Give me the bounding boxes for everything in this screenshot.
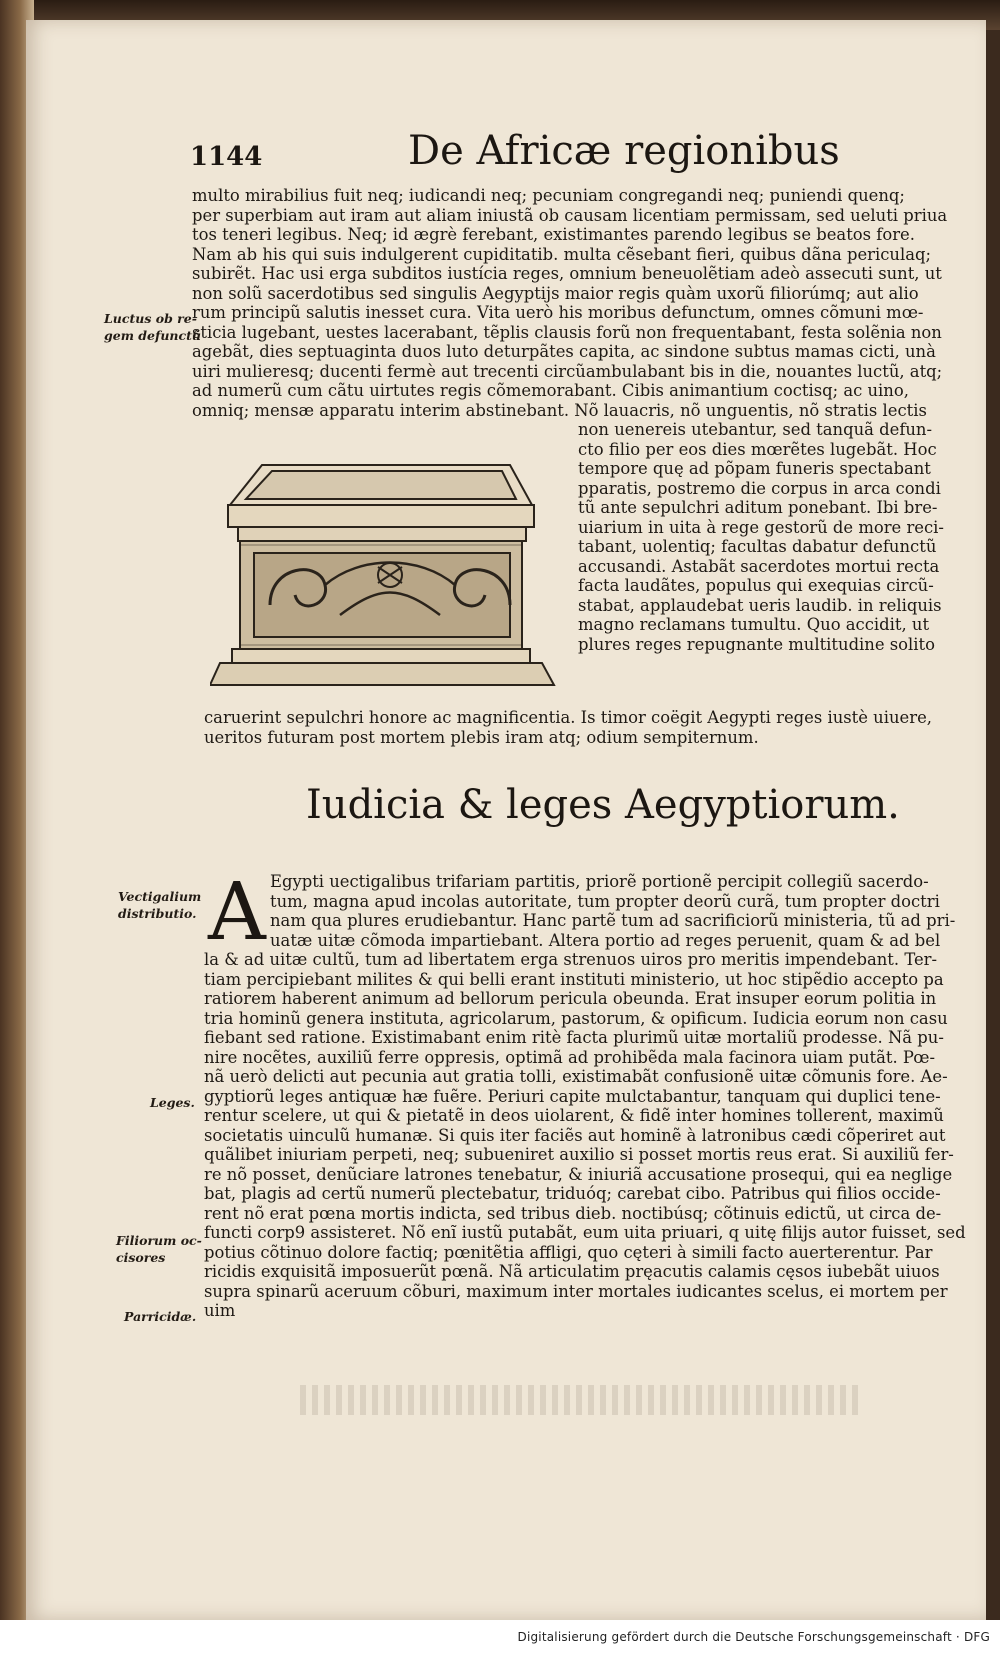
show-through-text bbox=[300, 1385, 860, 1415]
footer-bar bbox=[0, 1620, 1000, 1658]
text-line: accusandi. Astabãt sacerdotes mortui recta bbox=[578, 556, 940, 576]
text-line: ricidis exquisitã imposuerũt pœnã. Nã articulatim pręacutis calamis cęsos iubebãt uiuos bbox=[204, 1262, 940, 1281]
text-line: Parricidæ. bbox=[124, 1309, 197, 1324]
text-line: distributio. bbox=[118, 906, 197, 921]
text-line: re nõ posset, denũciare latrones tenebatur, & iniuriã accusatione prosequi, qui ea neglige bbox=[204, 1164, 953, 1184]
page-number: 1144 bbox=[190, 142, 263, 172]
text-line: ueritos futuram post mortem plebis iram atq; odium sempiternum. bbox=[204, 727, 759, 747]
drop-cap: A bbox=[208, 865, 266, 958]
text-line: rentur scelere, ut qui & pietatẽ in deos uiolarent, & fidẽ inter homines tollerent, maximũ bbox=[204, 1106, 944, 1125]
text-line: bat, plagis ad certũ numerũ plectebatur, triduóq; carebat cibo. Patribus qui filios occide- bbox=[204, 1184, 941, 1203]
text-line: uatæ uitæ cõmoda impartiebant. Altera portio ad reges peruenit, quam & ad bel bbox=[270, 930, 941, 950]
text-line: multo mirabilius fuit neq; iudicandi neq; pecuniam congregandi neq; puniendi quenq; bbox=[192, 186, 905, 205]
text-line: omniq; mensæ apparatu interim abstinebant. Nõ lauacris, nõ unguentis, nõ stratis lectis bbox=[192, 400, 927, 420]
margin-note-filiorum bbox=[116, 1232, 202, 1266]
text-line: cto filio per eos dies mœrẽtes lugebãt. Hoc bbox=[578, 439, 937, 459]
text-block-2 bbox=[578, 420, 944, 654]
text-line: caruerint sepulchri honore ac magnificentia. Is timor coëgit Aegypti reges iustè uiuere, bbox=[204, 708, 932, 727]
text-line: tum, magna apud incolas autoritate, tum propter deorũ curã, tum propter doctri bbox=[270, 891, 940, 911]
text-line: Filiorum oc- bbox=[116, 1233, 202, 1248]
text-line: agebãt, dies septuaginta duos luto deturpãtes capita, ac sindone subtus mamas cicti, unà bbox=[192, 342, 936, 361]
text-block-4 bbox=[204, 950, 966, 1321]
text-line: stabat, applaudebat ueris laudib. in reliquis bbox=[578, 595, 942, 615]
text-line: non solũ sacerdotibus sed singulis Aegyptijs maior regis quàm uxorũ filiorúmq; aut alio bbox=[192, 283, 919, 303]
text-line: per superbiam aut iram aut aliam iniustã ob causam licentiam permissam, sed ueluti priua bbox=[192, 205, 948, 225]
text-line: Nam ab his qui suis indulgerent cupiditatib. multa cẽsebant fieri, quibus dãna periculaq; bbox=[192, 244, 932, 264]
text-line: Egypti uectigalibus trifariam partitis, priorẽ portionẽ percipit collegiũ sacerdo- bbox=[270, 872, 929, 891]
footer-credit: Digitalisierung gefördert durch die Deutsche Forschungsgemeinschaft · DFG bbox=[517, 1630, 990, 1644]
text-block-3 bbox=[204, 708, 932, 747]
text-line: tũ ante sepulchri aditum ponebant. Ibi bre- bbox=[578, 498, 938, 517]
text-line: uim bbox=[204, 1301, 236, 1320]
text-line: tempore quę ad põpam funeris spectabant bbox=[578, 459, 931, 478]
sarcophagus-woodcut bbox=[210, 455, 570, 700]
margin-note-parricidae bbox=[124, 1308, 196, 1325]
text-line: Leges. bbox=[150, 1095, 195, 1110]
text-line: ad numerũ cum cãtu uirtutes regis cõmemorabant. Cibis animantium coctisq; ac uino, bbox=[192, 381, 909, 400]
text-line: gem defunctũ bbox=[104, 328, 201, 343]
text-block-4-indented bbox=[270, 872, 955, 950]
text-line: ratiorem haberent animum ad bellorum pericula obeunda. Erat insuper eorum politia in bbox=[204, 989, 937, 1008]
text-line: supra spinarũ aceruum cõburi, maximum inter mortales iudicantes scelus, ei mortem per bbox=[204, 1281, 948, 1301]
text-line: Luctus ob re- bbox=[104, 311, 197, 326]
text-line: facta laudãtes, populus qui exequias circũ- bbox=[578, 576, 934, 595]
text-line: pparatis, postremo die corpus in arca condi bbox=[578, 478, 941, 498]
text-line: sticia lugebant, uestes lacerabant, tẽplis clausis forũ non frequentabant, festa solẽnia non bbox=[192, 322, 942, 342]
text-line: rent nõ erat pœna mortis indicta, sed tribus dieb. noctibúsq; cõtinuis edictũ, ut circa de- bbox=[204, 1203, 942, 1223]
text-line: potius cõtinuo dolore factiq; pœnitẽtia affligi, quo cęteri à simili facto auerterentur. Par bbox=[204, 1242, 933, 1262]
running-title: De Africæ regionibus bbox=[408, 128, 840, 174]
text-line: tabant, uolentiq; facultas dabatur defunctũ bbox=[578, 537, 937, 556]
text-line: tos teneri legibus. Neq; id ægrè ferebant, existimantes parendo legibus se beatos fore. bbox=[192, 225, 915, 244]
text-line: magno reclamans tumultu. Quo accidit, ut bbox=[578, 615, 930, 634]
text-line: uiri mulieresq; ducenti fermè aut trecenti circũambulabant bis in die, nouantes luctũ, atq; bbox=[192, 361, 943, 381]
text-line: societatis uinculũ humanæ. Si quis iter faciẽs aut hominẽ à latronibus cædi cõperiret aut bbox=[204, 1125, 946, 1145]
text-line: functi corp9 assisteret. Nõ enĩ iustũ putabãt, eum uita priuari, q uitę filijs autor fuisset, sed bbox=[204, 1223, 966, 1242]
margin-note-luctus bbox=[104, 310, 201, 344]
margin-note-vectigalium bbox=[118, 888, 201, 922]
text-line: tria hominũ genera instituta, agricolarum, pastorum, & opificum. Iudicia eorum non casu bbox=[204, 1008, 948, 1028]
text-block-1 bbox=[192, 186, 947, 420]
text-line: rum principũ salutis inesset cura. Vita uerò his moribus defunctum, omnes cõmuni mœ- bbox=[192, 303, 924, 322]
text-line: tiam percipiebant milites & qui belli erant instituti ministerio, ut hoc stipẽdio accepto pa bbox=[204, 969, 944, 989]
text-line: uiarium in uita à rege gestorũ de more reci- bbox=[578, 517, 944, 537]
text-line: fiebant sed ratione. Existimabant enim ritè facta plurimũ uitæ mortaliũ prodesse. Nã pu- bbox=[204, 1028, 944, 1047]
text-line: gyptiorũ leges antiquæ hæ fuẽre. Periuri capite mulctabantur, tanquam qui duplici tene- bbox=[204, 1086, 941, 1106]
text-line: non uenereis utebantur, sed tanquã defun- bbox=[578, 420, 933, 439]
text-line: nam qua plures erudiebantur. Hanc partẽ tum ad sacrificiorũ ministeria, tũ ad pri- bbox=[270, 911, 956, 930]
margin-note-leges bbox=[150, 1094, 195, 1111]
text-line: quãlibet iniuriam perpeti, neq; subueniret auxilio si posset mortis reus erat. Si auxiliũ fer- bbox=[204, 1145, 954, 1164]
section-title: Iudicia & leges Aegyptiorum. bbox=[306, 782, 900, 828]
text-line: plures reges repugnante multitudine solito bbox=[578, 634, 935, 654]
text-line: nã uerò delicti aut pecunia aut gratia tolli, existimabãt confusionẽ uitæ cõmunis fore. Ae- bbox=[204, 1067, 948, 1086]
text-line: nire nocẽtes, auxiliũ ferre oppresis, optimã ad prohibẽda mala facinora uiam putãt. Pœ- bbox=[204, 1047, 935, 1067]
text-line: cisores bbox=[116, 1250, 166, 1265]
text-line: Vectigalium bbox=[118, 889, 202, 904]
text-line: la & ad uitæ cultũ, tum ad libertatem erga strenuos uiros pro meritis impendebant. Ter- bbox=[204, 950, 938, 969]
text-line: subirẽt. Hac usi erga subditos iustícia reges, omnium beneuolẽtiam adeò assecuti sunt, ut bbox=[192, 264, 942, 283]
